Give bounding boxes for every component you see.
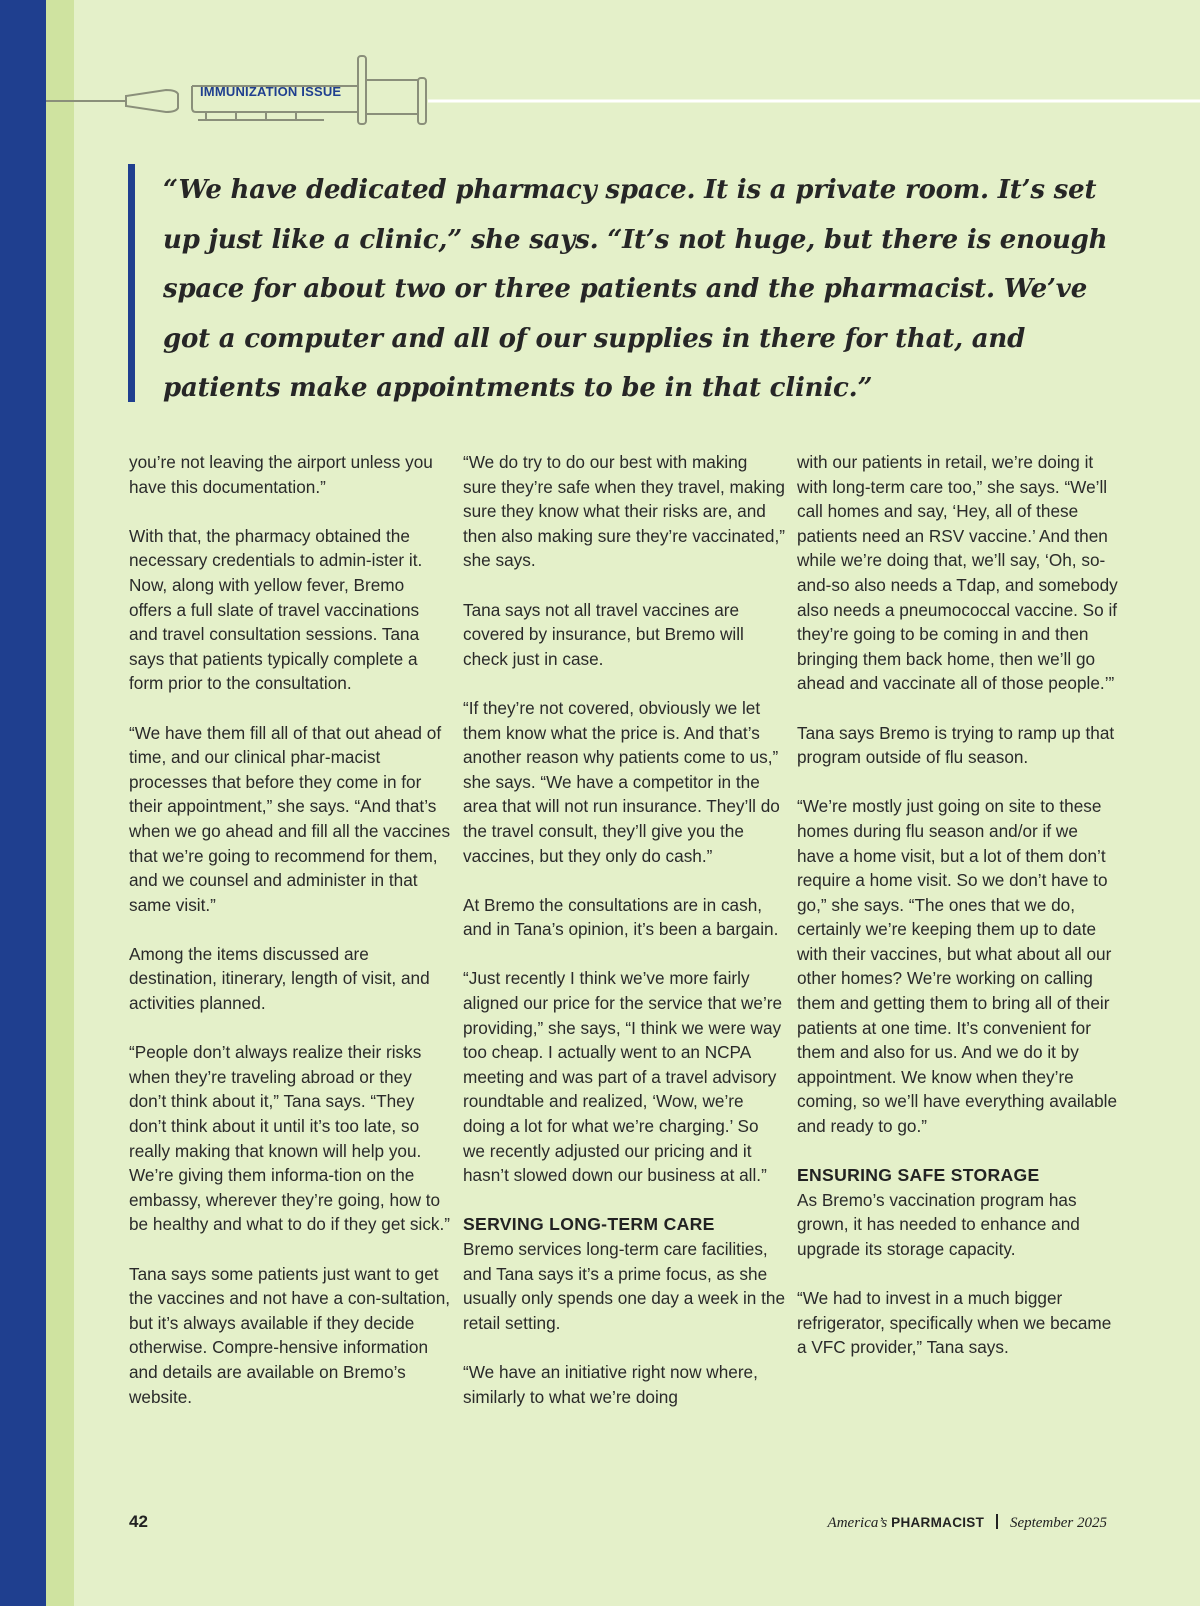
paragraph: with our patients in retail, we’re doing it with long-term care too,” she says. “We’ll call homes and say, ‘Hey, all of these patients need an RSV vaccine.’ And then while we’re doing that, we’ll say, ‘Oh, so-and-so also needs a Tdap, and somebody also needs a pneumococcal vaccine. So if they’re going to be coming in and then bringing them back home, then we’ll go ahead and vaccinate all of those people.’”	[797, 452, 1118, 694]
section-heading-safe-storage: ENSURING SAFE STORAGE	[797, 1165, 1040, 1186]
paragraph: “Just recently I think we’ve more fairly aligned our price for the service that we’re providing,” she says, “I think we were way too cheap. I actually went to an NCPA meeting and was part of a travel advisory roundtable and realized, ‘Wow, we’re doing a lot for what we’re charging.’ So we recently adjusted our pricing and it hasn’t slowed down our business at all.”	[463, 968, 783, 1186]
paragraph: As Bremo’s vaccination program has grown, it has needed to enhance and upgrade its storage capacity.	[797, 1189, 1080, 1259]
pull-quote	[128, 164, 1118, 402]
paragraph: Among the items discussed are destination, itinerary, length of visit, and activities planned.	[129, 943, 430, 1014]
paragraph: “We had to invest in a much bigger refrigerator, specifically when we became a VFC provider,” Tana says.	[797, 1288, 1112, 1358]
paragraph: Tana says Bremo is trying to ramp up that program outside of flu season.	[797, 722, 1115, 768]
footer-masthead	[828, 1514, 1107, 1532]
publication-prefix: America’s	[827, 1515, 888, 1531]
article-column-3	[797, 450, 1119, 1360]
section-heading-long-term-care: SERVING LONG-TERM CARE	[463, 1214, 715, 1235]
paragraph: “People don’t always realize their risks when they’re traveling abroad or they don’t think about it,” Tana says. “They don’t think about it until it’s too late, so really making that known will help you. We’re giving them informa-tion on the embassy, wherever they’re going, how to be healthy and what to do if they get sick.”	[129, 1042, 451, 1235]
paragraph: With that, the pharmacy obtained the necessary credentials to admin-ister it. Now, along with yellow fever, Bremo offers a full slate of travel vaccinations and travel consultation sessions. Tana says that patients typically complete a form prior to the consultation.	[129, 525, 423, 694]
publication-name: PHARMACIST	[891, 1515, 985, 1530]
paragraph: “We have them fill all of that out ahead of time, and our clinical phar-macist processes that before they come in for their appointment,” she says. “And that’s when we go ahead and fill all the vaccines that we’re going to recommend for them, and we counsel and administer in that same visit.”	[129, 722, 451, 915]
paragraph: “We’re mostly just going on site to these homes during flu season and/or if we have a home visit, but a lot of them don’t require a home visit. So we don’t have to go,” she says. “The ones that we do, certainly we’re keeping them up to date with their vaccines, but what about all our other homes? We’re working on calling them and getting them to bring all of their patients at one time. It’s convenient for them and also for us. And we do it by appointment. We know when they’re coming, so we’ll have everything available and ready to go.”	[797, 796, 1118, 1137]
paragraph: Bremo services long-term care facilities, and Tana says it’s a prime focus, as she usually only spends one day a week in the retail setting.	[463, 1239, 785, 1333]
paragraph: At Bremo the consultations are in cash, and in Tana’s opinion, it’s been a bargain.	[463, 894, 779, 940]
page-number: 42	[129, 1512, 148, 1531]
paragraph: “We have an initiative right now where, similarly to what we’re doing	[463, 1361, 758, 1407]
article-column-2	[463, 450, 785, 1409]
paragraph: “If they’re not covered, obviously we let them know what the price is. And that’s another reason why patients come to us,” she says. “We have a competitor in the area that will not run insurance. They’ll do the travel consult, they’ll give you the vaccines, but they only do cash.”	[463, 697, 780, 866]
article-column-1	[129, 450, 451, 1409]
paragraph: Tana says not all travel vaccines are covered by insurance, but Bremo will check just in case.	[463, 599, 744, 669]
left-spine-blue-bar	[0, 0, 46, 1606]
pull-quote-text: “We have dedicated pharmacy space. It is a private room. It’s set up just like a clinic,” she says. “It’s not huge, but there is enough space for about two or three patients and the pharmacist. We’ve got a computer and all of our supplies in there for that, and patients make appointments to be in that clinic.”	[163, 175, 1108, 403]
footer-divider	[996, 1514, 998, 1529]
paragraph: “We do try to do our best with making sure they’re safe when they travel, making sure they know what their risks are, and then also making sure they’re vaccinated,” she says.	[463, 452, 785, 571]
section-label: IMMUNIZATION ISSUE	[200, 84, 342, 99]
paragraph: Tana says some patients just want to get the vaccines and not have a con-sultation, but it’s always available if they decide otherwise. Compre-hensive information and details are available on Bremo’s website.	[129, 1263, 451, 1407]
left-spine-green-bar	[46, 0, 74, 1606]
issue-date: September 2025	[1009, 1515, 1107, 1531]
paragraph: you’re not leaving the airport unless you have this documentation.”	[129, 452, 433, 497]
